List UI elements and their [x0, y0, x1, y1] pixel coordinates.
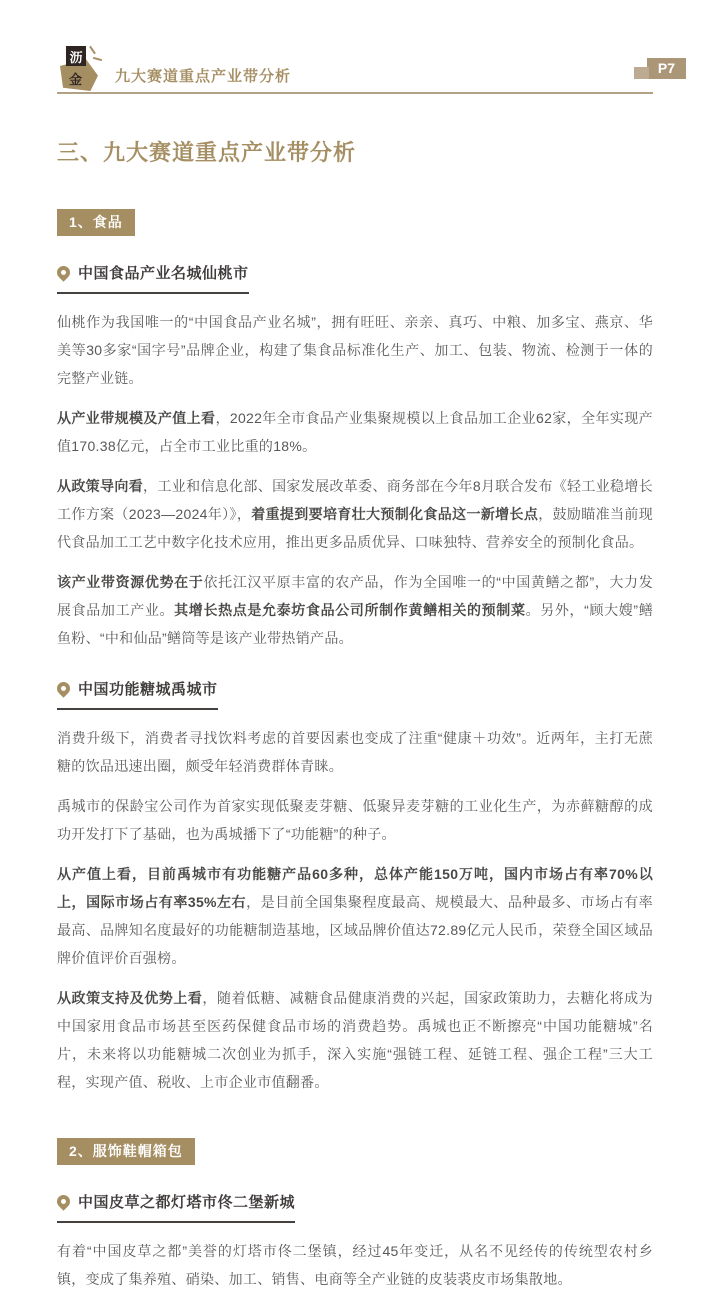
paragraph-bold-text: 从产业带规模及产值上看: [57, 410, 216, 426]
page-number-badge: P7: [647, 58, 686, 79]
paragraph: [57, 792, 653, 848]
paragraph-text: 依托江汉平原丰富的农产品，作为全国唯一的“中国黄鳝之都”，大力发展食品加工产业。: [57, 574, 653, 618]
header-divider: [57, 92, 653, 94]
location-pin-icon: [54, 679, 72, 697]
paragraph-text: 消费升级下，消费者寻找饮料考虑的首要因素也变成了注重“健康＋功效”。近两年，主打无蔗糖的饮品迅速出圈，颇受年轻消费群体青睐。: [57, 730, 653, 774]
subsection-heading: [57, 262, 249, 294]
paragraph: [57, 308, 653, 392]
running-header-title: 九大赛道重点产业带分析: [115, 68, 292, 85]
paragraph-bold-text: 着重提到要培育壮大预制化食品这一新增长点: [251, 506, 539, 522]
subsection-heading: [57, 1191, 295, 1223]
content: [57, 167, 653, 1293]
section-label-badge: 2、服饰鞋帽箱包: [57, 1138, 195, 1165]
location-pin-icon: [54, 1192, 72, 1210]
paragraph-text: ，是目前全国集聚程度最高、规模最大、品种最多、市场占有率最高、品牌知名度最好的功能糖制造基地，区域品牌价值达72.89亿元人民币，荣登全国区域品牌价值评价百强榜。: [57, 894, 653, 966]
paragraph-text: ，鼓励瞄准当前现代食品加工工艺中数字化技术应用，推出更多品质优异、口味独特、营养安全的预制化食品。: [57, 506, 653, 550]
location-pin-dot: [60, 269, 67, 276]
subsection-title: 中国皮草之都灯塔市佟二堡新城: [78, 1194, 296, 1211]
location-pin-dot: [60, 685, 67, 692]
paragraph-bold-text: 其增长热点是允泰坊食品公司所制作黄鳝相关的预制菜: [174, 602, 526, 618]
paragraph-text: 禹城市的保龄宝公司作为首家实现低聚麦芽糖、低聚异麦芽糖的工业化生产，为赤藓糖醇的成功开发打下了基础，也为禹城播下了“功能糖”的种子。: [57, 798, 653, 842]
paragraph-text: ，2022年全市食品产业集聚规模以上食品加工企业62家，全年实现产值170.38亿元，占全市工业比重的18%。: [57, 410, 653, 454]
paragraph-bold-text: 从政策支持及优势上看: [57, 990, 203, 1006]
subsection-heading: [57, 678, 218, 710]
paragraph-bold-text: 从政策导向看: [57, 478, 144, 494]
location-pin-icon: [54, 263, 72, 281]
logo-top-character: 沥: [66, 46, 86, 66]
paragraph: [57, 1237, 653, 1293]
paragraph-text: ，工业和信息化部、国家发展改革委、商务部在今年8月联合发布《轻工业稳增长工作方案（2023—2024年）》，: [57, 478, 653, 522]
paragraph-bold-text: 该产业带资源优势在于: [57, 574, 204, 590]
page-title: 三、九大赛道重点产业带分析: [57, 140, 357, 165]
paragraph: [57, 404, 653, 460]
section: [57, 167, 653, 1096]
logo-bottom-character: 金: [69, 72, 83, 87]
paragraph: [57, 724, 653, 780]
location-pin-dot: [60, 1198, 67, 1205]
header-row: [57, 46, 653, 92]
logo-spark-icon: [93, 57, 102, 61]
section-label-badge: 1、食品: [57, 209, 135, 236]
subsection-title: 中国功能糖城禹城市: [78, 681, 218, 698]
logo-spark-icon: [89, 46, 96, 55]
subsection-title: 中国食品产业名城仙桃市: [78, 265, 249, 282]
paragraph: [57, 984, 653, 1096]
section: [57, 1096, 653, 1293]
paragraph: [57, 568, 653, 652]
paragraph-text: 。另外，“顾大嫂”鳝鱼粉、“中和仙品”鳝筒等是该产业带热销产品。: [57, 602, 654, 646]
paragraph: [57, 860, 653, 972]
paragraph-text: 有着“中国皮草之都”美誉的灯塔市佟二堡镇，经过45年变迁，从名不见经传的传统型农村乡镇，变成了集养殖、硝染、加工、销售、电商等全产业链的皮装裘皮市场集散地。: [57, 1243, 653, 1287]
paragraph: [57, 472, 653, 556]
brand-logo: [57, 46, 103, 92]
paragraph-text: 仙桃作为我国唯一的“中国食品产业名城”，拥有旺旺、亲亲、真巧、中粮、加多宝、燕京、华美等30多家“国字号”品牌企业，构建了集食品标准化生产、加工、包装、物流、检测于一体的完整产业链。: [57, 314, 653, 386]
page-header: [57, 0, 675, 94]
paragraph-text: ，随着低糖、减糖食品健康消费的兴起，国家政策助力，去糖化将成为中国家用食品市场甚至医药保健食品市场的消费趋势。禹城也正不断擦亮“中国功能糖城”名片，未来将以功能糖城二次创业为抓手，深入实施“强链工程、延链工程、强企工程”三大工程，实现产值、税收、上市企业市值翻番。: [57, 990, 653, 1090]
paragraph-bold-text: 从产值上看，目前禹城市有功能糖产品60多种，总体产能150万吨，国内市场占有率70%以上，国际市场占有率35%左右: [57, 866, 653, 910]
